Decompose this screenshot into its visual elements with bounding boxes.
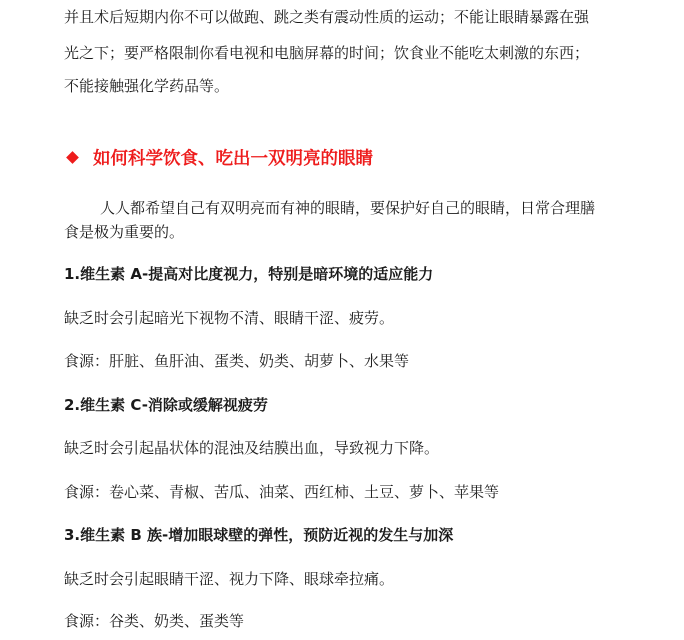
intro-line-2: 光之下；要严格限制你看电视和电脑屏幕的时间；饮食业不能吃太刺激的东西； — [64, 44, 590, 62]
vitamin-c-title: 2.维生素 C-消除或缓解视疲劳 — [64, 396, 268, 414]
vitamin-c-sources: 食源：卷心菜、青椒、苦瓜、油菜、西红柿、土豆、萝卜、苹果等 — [64, 483, 500, 501]
vitamin-b-sources: 食源：谷类、奶类、蛋类等 — [64, 612, 245, 630]
intro-line-3: 不能接触强化学药品等。 — [64, 77, 230, 95]
vitamin-a-deficiency: 缺乏时会引起暗光下视物不清、眼睛干涩、疲劳。 — [64, 309, 395, 327]
section-heading-text: 如何科学饮食、吃出一双明亮的眼睛 — [93, 148, 373, 169]
vitamin-a-sources: 食源：肝脏、鱼肝油、蛋类、奶类、胡萝卜、水果等 — [64, 352, 410, 370]
vitamin-a-title: 1.维生素 A-提高对比度视力，特别是暗环境的适应能力 — [64, 265, 434, 283]
intro-line-1: 并且术后短期内你不可以做跑、跳之类有震动性质的运动；不能让眼睛暴露在强 — [64, 8, 590, 26]
diamond-bullet-icon — [66, 151, 79, 164]
vitamin-b-title: 3.维生素 B 族-增加眼球壁的弹性，预防近视的发生与加深 — [64, 526, 454, 544]
vitamin-b-deficiency: 缺乏时会引起眼睛干涩、视力下降、眼球牵拉痛。 — [64, 570, 395, 588]
section-heading — [64, 145, 373, 169]
paragraph-line-2: 食是极为重要的。 — [64, 223, 185, 241]
vitamin-c-deficiency: 缺乏时会引起晶状体的混浊及结膜出血，导致视力下降。 — [64, 439, 440, 457]
paragraph-line-1: 人人都希望自己有双明亮而有神的眼睛，要保护好自己的眼睛，日常合理膳 — [100, 199, 596, 217]
